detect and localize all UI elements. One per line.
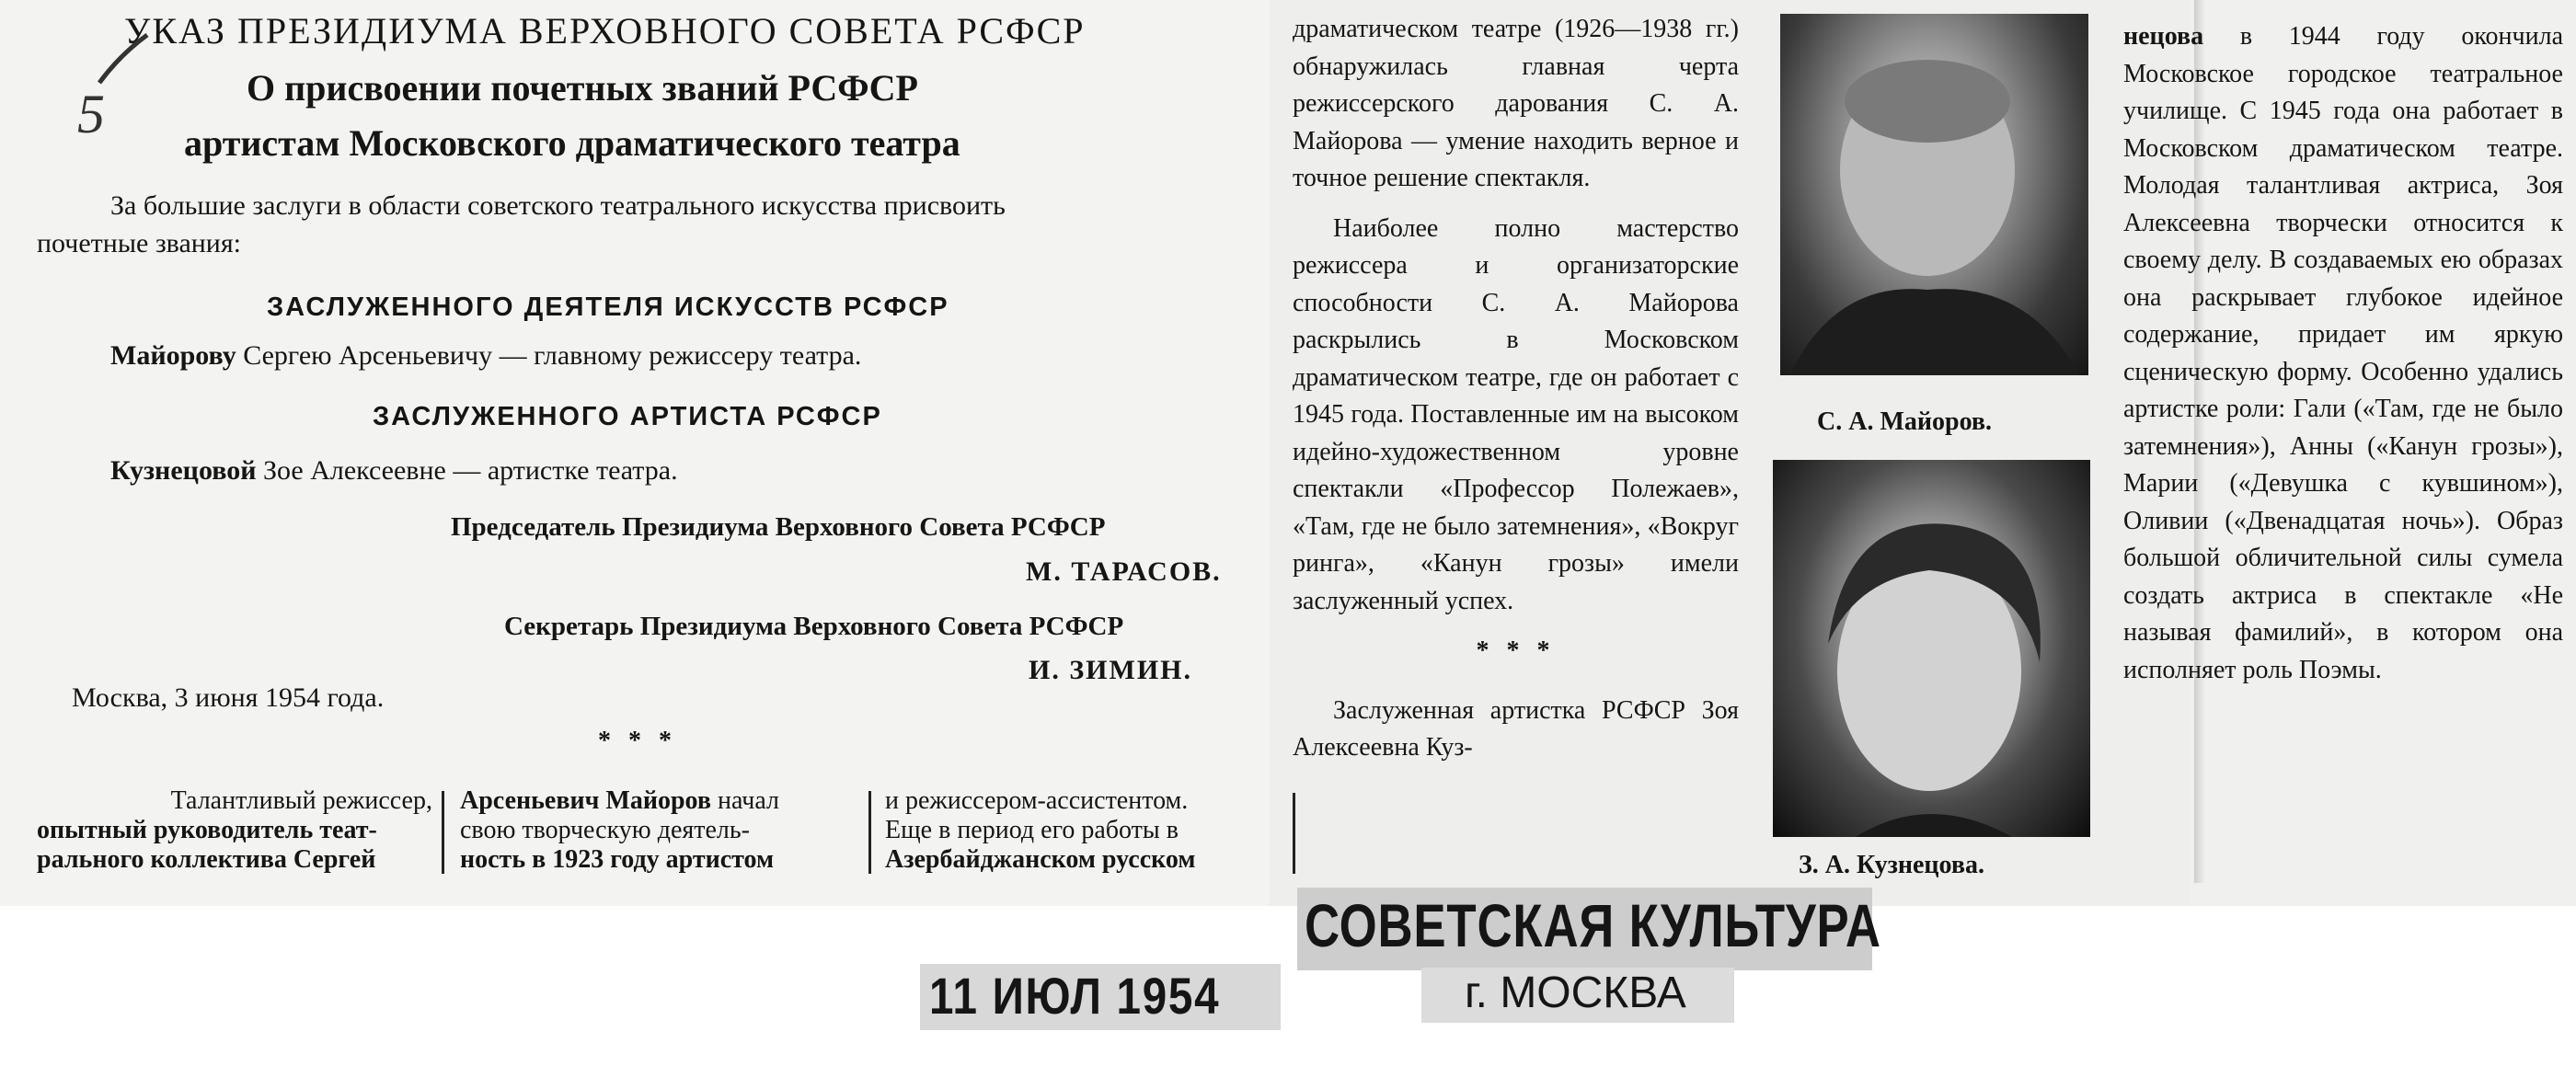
middle-paragraph-2: Наиболее полно мастерство режиссера и организаторские способности С. А. Майорова раскрылись в Московском драматическом театре, где он работает с 1945 года. Поставленные им на высоком идейно-художественном уровне спектакли «Профессор Полежаев», «Там, где не было затемнения», «Вокруг ринга», «Канун грозы» имели заслуженный успех. (1293, 213, 1739, 615)
middle-paragraph-1: драматическом театре (1926—1938 гг.) обнаружилась главная черта режиссерского дарования С. А. Майорова — умение находить верное и точное решение спектакля. (1293, 15, 1739, 192)
column-rule-1 (442, 791, 444, 874)
photo-kuznetsova (1773, 460, 2090, 837)
col1-line-2: опытный руководитель теат- (37, 816, 377, 844)
headline-line-2: артистам Московского драматического театра (184, 122, 960, 164)
photo-maiorov (1780, 14, 2088, 375)
col1-line-1: Талантливый режиссер, (170, 786, 432, 815)
middle-paragraph-3: Заслуженная артистка РСФСР Зоя Алексеевна Куз- (1293, 695, 1739, 762)
decree-intro-line-2: почетные звания: (37, 228, 241, 258)
awardee-1-details: Сергею Арсеньевичу — главному режиссеру театра. (243, 340, 862, 371)
photo-caption-1: С. А. Майоров. (1817, 407, 1992, 436)
article-middle-column (1293, 11, 1739, 767)
col3-line-1: и режиссером-ассистентом. (885, 786, 1189, 815)
handwritten-mark: 5 (77, 84, 105, 144)
headline-line-1: О присвоении почетных званий РСФСР (247, 67, 918, 109)
section-separator: * * * (598, 727, 677, 755)
chairman-name: М. ТАРАСОВ. (1026, 556, 1222, 587)
awardee-1-surname: Майорову (110, 340, 236, 371)
right-column-name: нецова (2123, 22, 2204, 51)
col2-line-1-rest: начал (717, 786, 779, 815)
col1-line-3: рального коллектива Сергей (37, 845, 376, 874)
awardee-2-surname: Кузнецовой (110, 455, 257, 486)
middle-separator: * * * (1476, 636, 1556, 665)
award-title-1: ЗАСЛУЖЕННОГО ДЕЯТЕЛЯ ИСКУССТВ РСФСР (267, 292, 949, 322)
col3-line-2: Еще в период его работы в (885, 816, 1179, 844)
photo-caption-2: З. А. Кузнецова. (1799, 851, 1984, 879)
column-rule-3 (1293, 793, 1295, 874)
secretary-title: Секретарь Президиума Верховного Совета РСФСР (504, 612, 1124, 641)
awardee-2-details: Зое Алексеевне — артистке театра. (262, 455, 678, 486)
date-stamp: 11 ИЮЛ 1954 (929, 967, 1221, 1025)
col3-line-3: Азербайджанском русском (885, 845, 1196, 874)
decree-title: УКАЗ ПРЕЗИДИУМА ВЕРХОВНОГО СОВЕТА РСФСР (124, 10, 1086, 52)
article-column-3 (885, 786, 1290, 875)
handwritten-stroke (92, 28, 156, 92)
column-rule-2 (868, 791, 871, 874)
article-right-column (2123, 18, 2563, 689)
awardee-1 (110, 340, 861, 372)
portrait-silhouette-1 (1780, 14, 2088, 375)
awardee-2 (110, 455, 678, 487)
secretary-name: И. ЗИМИН. (1029, 655, 1192, 685)
col2-line-3: ность в 1923 году артистом (460, 845, 775, 874)
decree-intro-line-1: За большие заслуги в области советского театрального искусства присвоить (110, 190, 1006, 221)
portrait-silhouette-2 (1773, 460, 2090, 837)
city-stamp: г. МОСКВА (1465, 969, 1686, 1017)
col2-line-2: свою творческую деятель- (460, 816, 750, 844)
chairman-title: Председатель Президиума Верховного Совета РСФСР (451, 512, 1106, 542)
right-paragraph-1: в 1944 году окончила Московское городское театральное училище. С 1945 года она работает в Московском драматическом театре. Молодая талантливая актриса, Зоя Алексеевна творчески относится к своему делу. В создаваемых ею образах она раскрывает глубокое идейное содержание, придает им яркую сценическую форму. Особенно удались артистке роли: Гали («Там, где не было затемнения»), Анны («Канун грозы»), Марии («Девушка с кувшином»), Оливии («Двенадцатая ночь»). Образ большой обличительной силы сумела создать актриса в спектакле «Не называя фамилий», в котором она исполняет роль Поэмы. (2123, 22, 2563, 684)
place-and-date: Москва, 3 июня 1954 года. (72, 682, 385, 713)
col2-name: Арсеньевич Майоров (460, 786, 711, 815)
article-column-1 (37, 786, 432, 875)
award-title-2: ЗАСЛУЖЕННОГО АРТИСТА РСФСР (373, 402, 882, 431)
article-column-2 (460, 786, 865, 875)
newspaper-name-stamp: СОВЕТСКАЯ КУЛЬТУРА (1305, 891, 1881, 959)
